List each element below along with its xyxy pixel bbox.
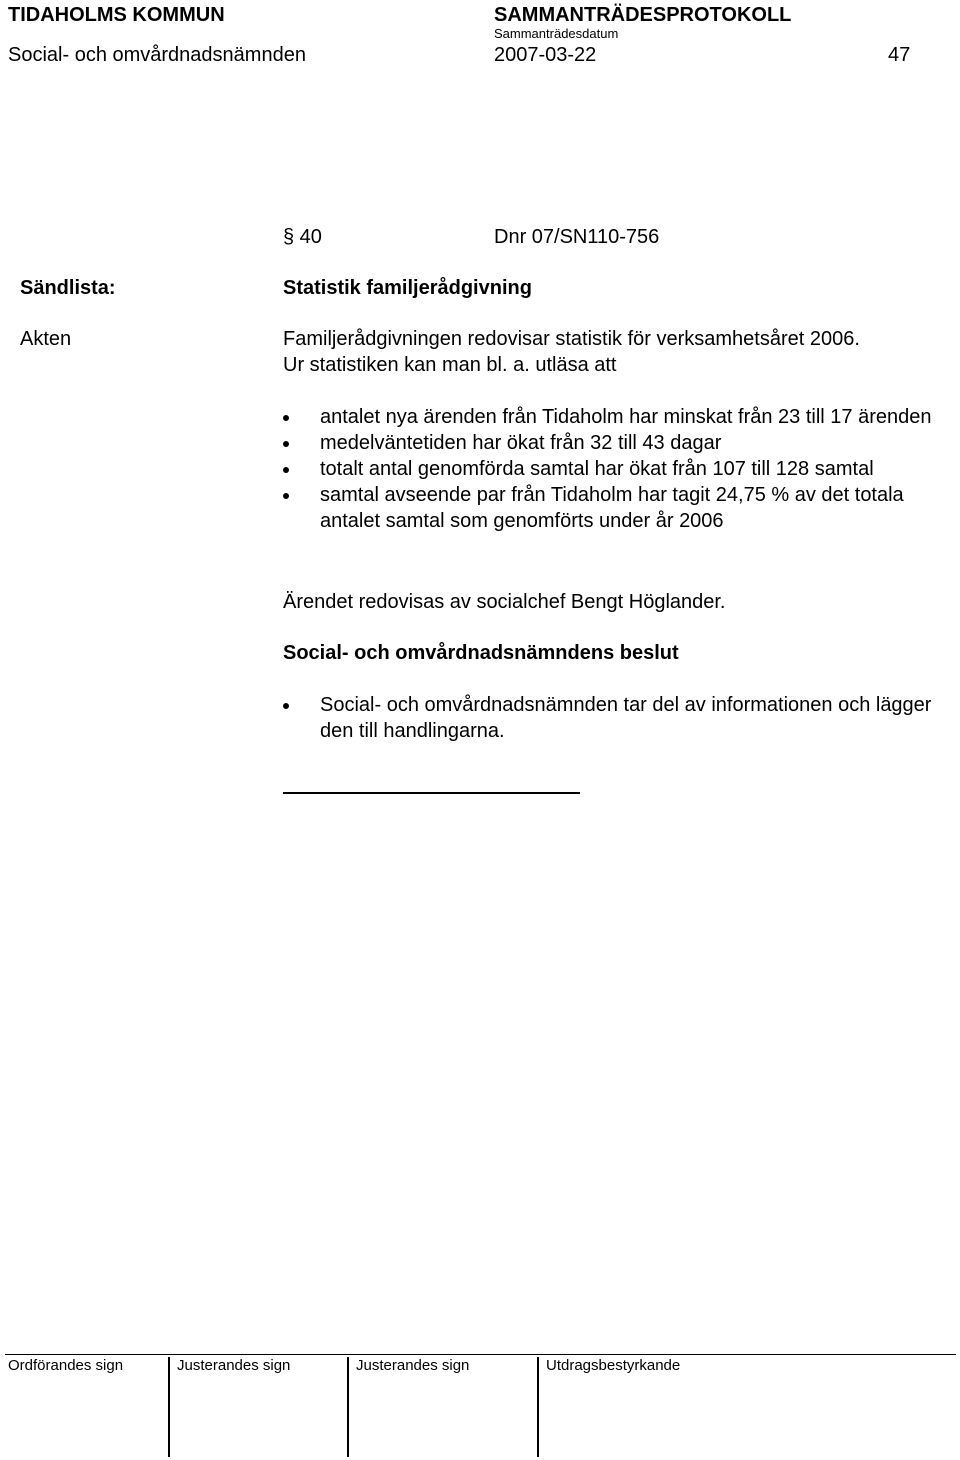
- footer-label-adjuster-1: Justerandes sign: [177, 1357, 291, 1374]
- bullet-icon: [283, 415, 289, 421]
- sendlist-recipient: Akten: [20, 328, 72, 350]
- bullet-icon: [283, 493, 289, 499]
- paragraph-number: § 40: [283, 226, 322, 248]
- matter-title: Statistik familjerådgivning: [283, 277, 532, 299]
- organization-name: TIDAHOLMS KOMMUN: [8, 4, 225, 26]
- bullet-icon: [283, 441, 289, 447]
- intro-line-1: Familjerådgivningen redovisar statistik för verksamhetsåret 2006.: [283, 328, 860, 350]
- signature-divider: [347, 1357, 349, 1457]
- list-item-text: antalet nya ärenden från Tidaholm har minskat från 23 till 17 ärenden: [320, 406, 932, 428]
- date-caption: Sammanträdesdatum: [494, 26, 619, 41]
- footer-rule: [5, 1354, 956, 1355]
- document-type: SAMMANTRÄDESPROTOKOLL: [494, 4, 792, 26]
- decision-list: [283, 692, 943, 744]
- signature-divider: [537, 1357, 539, 1457]
- list-item-text: Social- och omvårdnadsnämnden tar del av informationen och lägger den till handlingarna.: [320, 694, 932, 742]
- footer-label-certification: Utdragsbestyrkande: [546, 1357, 681, 1374]
- list-item-text: medelväntetiden har ökat från 32 till 43 dagar: [320, 432, 722, 454]
- intro-line-2: Ur statistiken kan man bl. a. utläsa att: [283, 354, 617, 376]
- footer-label-adjuster-2: Justerandes sign: [356, 1357, 470, 1374]
- list-item: [283, 692, 943, 744]
- decision-heading: Social- och omvårdnadsnämndens beslut: [283, 642, 679, 664]
- list-item: [283, 404, 943, 430]
- bullet-icon: [283, 703, 289, 709]
- end-rule: [283, 792, 580, 794]
- signature-divider: [168, 1357, 170, 1457]
- sendlist-label: Sändlista:: [20, 277, 116, 299]
- statistics-list: [283, 404, 943, 534]
- footer-label-chair: Ordförandes sign: [8, 1357, 124, 1374]
- list-item: [283, 482, 943, 534]
- list-item: [283, 430, 943, 456]
- dnr-reference: Dnr 07/SN110-756: [494, 226, 660, 248]
- presented-by: Ärendet redovisas av socialchef Bengt Höglander.: [283, 591, 726, 613]
- committee-name: Social- och omvårdnadsnämnden: [8, 44, 306, 66]
- list-item-text: totalt antal genomförda samtal har ökat från 107 till 128 samtal: [320, 458, 874, 480]
- bullet-icon: [283, 467, 289, 473]
- list-item-text: samtal avseende par från Tidaholm har tagit 24,75 % av det totala antalet samtal som genomförts under år 2006: [320, 484, 904, 532]
- meeting-date: 2007-03-22: [494, 44, 597, 66]
- page-number: 47: [888, 44, 911, 66]
- list-item: [283, 456, 943, 482]
